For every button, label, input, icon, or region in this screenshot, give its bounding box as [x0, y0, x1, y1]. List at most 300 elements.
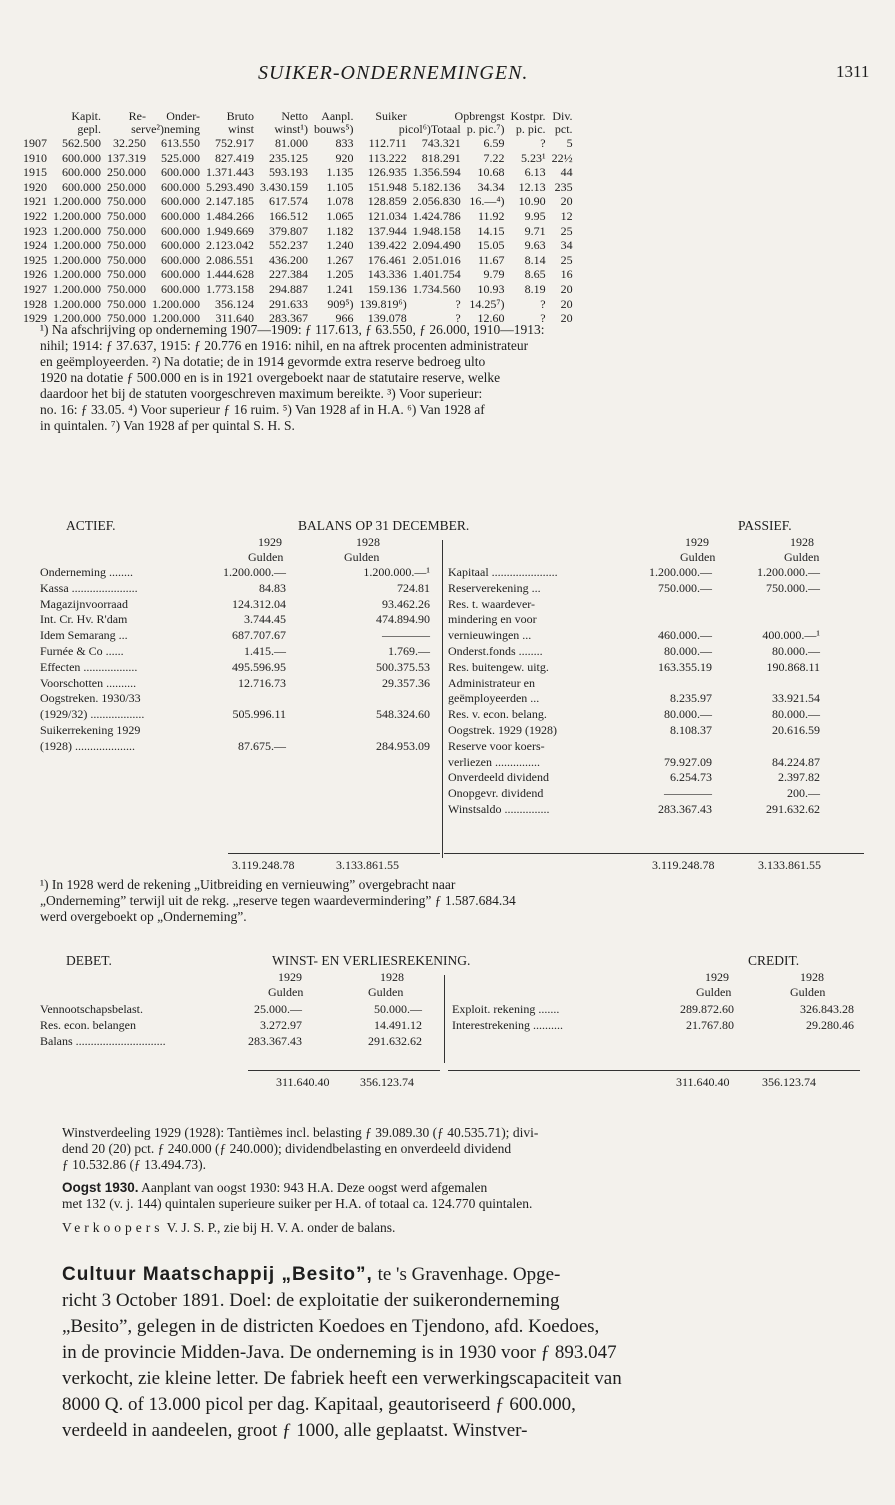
value-cell: 600.000 [161, 208, 200, 223]
ledger-label: verliezen ............... [448, 754, 540, 769]
value-cell: 283.367 [269, 311, 308, 326]
ledger-value-1928: 84.224.87 [772, 754, 820, 769]
ledger-value-1928: 291.632.62 [766, 802, 820, 816]
gulden-label: Gulden [344, 550, 380, 564]
value-cell: 159.136 [367, 281, 407, 296]
value-cell: 166.512 [269, 208, 308, 223]
ledger-value-1928: 291.632.62 [368, 1033, 422, 1048]
page-number: 1311 [836, 62, 870, 81]
pl-total-1928: 356.123.74 [762, 1075, 816, 1089]
ledger-label: Effecten .................. [40, 659, 138, 674]
col-head: winst [227, 122, 254, 136]
value-cell: 1.948.158 [412, 223, 461, 238]
value-cell: 9.71 [524, 223, 546, 238]
ledger-value-1928: 474.894.90 [376, 612, 430, 627]
ledger-value-1928: 80.000.— [772, 707, 820, 722]
value-cell: 9.63 [524, 238, 546, 253]
ledger-label: Onderneming ........ [40, 565, 133, 579]
table-row [20, 180, 576, 195]
footnote-line: no. 16: ƒ 33.05. ⁴) Voor superieur ƒ 16 ruim. ⁵) Van 1928 af in H.A. ⁶) Van 1928 af [40, 402, 485, 417]
value-cell: 600.000 [161, 281, 200, 296]
value-cell: 5 [566, 136, 573, 150]
col-head: Bruto [226, 109, 254, 123]
oogst-label: Oogst 1930. [62, 1180, 139, 1195]
actief-heading: ACTIEF. [66, 518, 116, 533]
ledger-value-1929: 505.996.11 [232, 707, 286, 722]
besito-line: in de provincie Midden-Java. De onderneming is in 1930 voor ƒ 893.047 [62, 1342, 617, 1363]
col-head: Suiker [375, 109, 407, 123]
ledger-label: Magazijnvoorraad [40, 596, 128, 611]
ledger-label: Int. Cr. Hv. R'dam [40, 612, 128, 627]
year-cell: 1910 [23, 150, 47, 165]
gulden-label: Gulden [696, 985, 732, 999]
balance-total-1929: 3.119.248.78 [652, 858, 715, 872]
value-cell: 818.291 [421, 150, 461, 165]
ledger-value-1928: 1.769.— [388, 644, 430, 658]
footnote-line: „Onderneming” terwijl uit de rekg. „reserve tegen waardevermindering” ƒ 1.587.684.34 [40, 893, 516, 908]
value-cell: 9.79 [483, 267, 505, 282]
value-cell: 750.000 [107, 252, 146, 267]
value-cell: 227.384 [269, 267, 308, 282]
pl-total-1929: 311.640.40 [676, 1075, 730, 1089]
value-cell: 2.094.490 [412, 238, 461, 253]
value-cell: 15.05 [477, 238, 505, 253]
table-row [20, 238, 576, 253]
ledger-value-1929: 3.272.97 [260, 1017, 302, 1032]
footnote-line: in quintalen. ⁷) Van 1928 af per quintal S. H. S. [40, 418, 295, 433]
ledger-value-1928: 50.000.— [374, 1002, 422, 1016]
ledger-value-1928: 33.921.54 [772, 691, 820, 706]
ledger-value-1929: 79.927.09 [664, 754, 712, 769]
value-cell: 291.633 [269, 296, 308, 311]
value-cell: ? [540, 136, 546, 150]
value-cell: 600.000 [62, 165, 101, 180]
value-cell: 1.773.158 [206, 281, 254, 296]
ledger-label: Administrateur en [448, 675, 535, 690]
ledger-label: (1928) .................... [40, 738, 135, 753]
ledger-value-1929: 687.707.67 [232, 628, 286, 643]
ledger-label: Vennootschapsbelast. [40, 1002, 143, 1016]
value-cell: 436.200 [269, 252, 308, 267]
value-cell: 235.125 [269, 150, 308, 165]
ledger-value-1928: 20.616.59 [772, 723, 820, 737]
value-cell: 909⁵) [327, 296, 354, 311]
value-cell: 11.67 [477, 252, 505, 267]
value-cell: 235 [554, 179, 573, 194]
besito-line: verkocht, zie kleine letter. De fabriek heeft een verwerkingscapaciteit van [62, 1368, 622, 1389]
value-cell: 1.734.560 [412, 281, 461, 296]
table-row [20, 267, 576, 282]
col-head: Kapit. [71, 109, 101, 123]
value-cell: 121.034 [367, 208, 407, 223]
value-cell: 552.237 [269, 238, 308, 253]
value-cell: 1.200.000 [53, 238, 101, 253]
verkoopers-text: V. J. S. P., zie bij H. V. A. onder de balans. [166, 1220, 396, 1235]
value-cell: 44 [560, 165, 573, 180]
total-rule [448, 1070, 860, 1071]
value-cell: 600.000 [161, 179, 200, 194]
ledger-label: Res. buitengew. uitg. [448, 659, 549, 674]
table-row [20, 194, 576, 209]
value-cell: 9.95 [524, 208, 546, 223]
value-cell: 1.484.266 [206, 208, 254, 223]
value-cell: 311.640 [215, 311, 254, 326]
value-cell: 1.949.669 [206, 223, 254, 238]
ledger-label: (1929/32) .................. [40, 707, 145, 722]
running-title: SUIKER-ONDERNEMINGEN. [258, 62, 529, 84]
footnote-line: 1920 na dotatie ƒ 500.000 en is in 1921 overgeboekt naar de statutaire reserve, welke [40, 370, 501, 385]
value-cell: 20 [560, 311, 573, 326]
value-cell: ? [540, 311, 546, 326]
year-cell: 1924 [23, 238, 47, 253]
year-1929: 1929 [685, 535, 709, 549]
ledger-value-1929: 460.000.— [658, 628, 712, 643]
value-cell: 5.182.136 [412, 179, 461, 194]
value-cell: 1.200.000 [152, 311, 200, 326]
table-row [20, 209, 576, 224]
value-cell: 750.000 [107, 267, 146, 282]
ledger-value-1928: 1.200.000.— [757, 565, 820, 579]
value-cell: 1.240 [326, 238, 354, 253]
value-cell: 126.935 [367, 165, 407, 180]
ledger-value-1929: 1.200.000.— [223, 565, 286, 579]
value-cell: 966 [335, 311, 354, 326]
value-cell: 600.000 [62, 150, 101, 165]
table-row [20, 136, 576, 151]
value-cell: 1.200.000 [53, 296, 101, 311]
value-cell: 176.461 [367, 252, 407, 267]
value-cell: 562.500 [62, 136, 101, 150]
ledger-label: Onverdeeld dividend [448, 770, 549, 785]
gulden-label: Gulden [784, 550, 820, 564]
value-cell: 113.222 [368, 150, 407, 165]
ledger-value-1929: 289.872.60 [680, 1002, 734, 1016]
ledger-value-1929: 21.767.80 [686, 1017, 734, 1032]
value-cell: 20 [560, 296, 573, 311]
value-cell: 139.819⁶) [359, 296, 407, 311]
value-cell: 1.241 [326, 281, 354, 296]
ledger-label: Res. econ. belangen [40, 1017, 136, 1032]
value-cell: 6.59 [483, 136, 505, 150]
ledger-value-1929: 25.000.— [254, 1002, 302, 1016]
value-cell: 1.135 [326, 165, 354, 180]
value-cell: ? [540, 296, 546, 311]
ledger-label: Reserverekening ... [448, 580, 541, 595]
verkoopers-label: Verkoopers [62, 1220, 164, 1235]
value-cell: 752.917 [215, 136, 254, 150]
value-cell: 600.000 [62, 179, 101, 194]
year-1928: 1928 [356, 535, 380, 549]
gulden-label: Gulden [268, 985, 304, 999]
value-cell: 250.000 [107, 179, 146, 194]
value-cell: 137.944 [367, 223, 407, 238]
col-head: gepl. [77, 122, 101, 136]
value-cell: 600.000 [161, 194, 200, 209]
yearly-statistics-table [20, 110, 576, 326]
footnote-line: ¹) Na afschrijving op onderneming 1907—1909: ƒ 117.613, ƒ 63.550, ƒ 26.000, 1910—1913: [40, 322, 545, 337]
value-cell: 139.078 [367, 311, 407, 326]
value-cell: 600.000 [161, 267, 200, 282]
besito-line: „Besito”, gelegen in de districten Koedoes en Tjendono, afd. Koedoes, [62, 1316, 600, 1337]
pl-total-1929: 311.640.40 [276, 1075, 330, 1089]
ledger-value-1928: 548.324.60 [376, 707, 430, 722]
footnote-line: daardoor het bij de statuten voorgeschreven maximum bereikte. ³) Voor superieur: [40, 386, 483, 401]
col-head: Aanpl. [321, 109, 354, 123]
value-cell: 294.887 [269, 281, 308, 296]
value-cell: 593.193 [269, 165, 308, 180]
value-cell: 750.000 [107, 238, 146, 253]
value-cell: 25 [560, 223, 573, 238]
col-head: p. pic.⁷) [466, 122, 505, 136]
year-cell: 1926 [23, 267, 47, 282]
gulden-label: Gulden [248, 550, 284, 564]
value-cell: 750.000 [107, 281, 146, 296]
ledger-label: mindering en voor [448, 612, 537, 627]
table-row [20, 297, 576, 312]
value-cell: 2.086.551 [206, 252, 254, 267]
company-name: Cultuur Maatschappij „Besito”, [62, 1264, 373, 1285]
besito-line: te 's Gravenhage. Opge- [377, 1264, 561, 1285]
value-cell: 5.293.490 [206, 179, 254, 194]
value-cell: 920 [335, 150, 354, 165]
col-head: Kostpr. [510, 109, 546, 123]
ledger-label: Idem Semarang ... [40, 628, 128, 643]
balance-total-1928: 3.133.861.55 [758, 858, 821, 872]
ledger-value-1928: 14.491.12 [374, 1017, 422, 1032]
value-cell: 34.34 [477, 179, 505, 194]
ledger-value-1928: 500.375.53 [376, 659, 430, 674]
ledger-value-1928: 2.397.82 [778, 770, 820, 785]
year-cell: 1920 [23, 179, 47, 194]
year-1929: 1929 [258, 535, 282, 549]
value-cell: 10.93 [477, 281, 505, 296]
value-cell: 2.056.830 [412, 194, 461, 209]
value-cell: 750.000 [107, 194, 146, 209]
value-cell: 613.550 [161, 136, 200, 150]
ledger-label: Reserve voor koers- [448, 738, 545, 753]
ledger-value-1929: 283.367.43 [658, 802, 712, 816]
gulden-label: Gulden [680, 550, 716, 564]
year-1928: 1928 [790, 535, 814, 549]
table-row [20, 253, 576, 268]
column-divider [444, 975, 445, 1063]
value-cell: 600.000 [161, 252, 200, 267]
col-head: picol⁶)Totaal [398, 122, 461, 136]
value-cell: 750.000 [107, 223, 146, 238]
column-divider [442, 540, 443, 858]
ledger-value-1928: 200.— [787, 786, 820, 801]
value-cell: 20 [560, 194, 573, 209]
ledger-value-1928: 400.000.—¹ [762, 628, 820, 643]
value-cell: 1.200.000 [53, 223, 101, 238]
col-head: p. pic. [515, 122, 546, 136]
value-cell: 1.267 [326, 252, 354, 267]
oogst-line1: Aanplant van oogst 1930: 943 H.A. Deze oogst werd afgemalen [141, 1180, 488, 1195]
ledger-label: Onopgevr. dividend [448, 786, 544, 801]
footnote-balance [40, 877, 870, 925]
ledger-value-1929: 84.83 [259, 580, 286, 595]
value-cell: 128.859 [367, 194, 407, 209]
ledger-label: Winstsaldo ............... [448, 802, 550, 816]
value-cell: 1.200.000 [53, 208, 101, 223]
value-cell: 1.200.000 [152, 296, 200, 311]
value-cell: 16.—⁴) [469, 194, 505, 209]
value-cell: 1.182 [326, 223, 354, 238]
value-cell: 750.000 [107, 311, 146, 326]
year-cell: 1927 [23, 281, 47, 296]
gulden-label: Gulden [790, 985, 826, 999]
besito-paragraph [62, 1262, 872, 1444]
value-cell: 600.000 [161, 238, 200, 253]
value-cell: 81.000 [275, 136, 308, 150]
text-line: dend 20 (20) pct. ƒ 240.000 (ƒ 240.000); dividendbelasting en onverdeeld dividend [62, 1141, 512, 1156]
ledger-value-1929: 283.367.43 [248, 1033, 302, 1048]
value-cell: 617.574 [269, 194, 308, 209]
value-cell: 20 [560, 281, 573, 296]
year-cell: 1925 [23, 252, 47, 267]
credit-heading: CREDIT. [748, 953, 800, 968]
table-row [20, 282, 576, 297]
value-cell: 10.90 [518, 194, 546, 209]
ledger-value-1929: 80.000.— [664, 644, 712, 658]
value-cell: ? [455, 296, 461, 311]
year-cell: 1922 [23, 208, 47, 223]
table-row [20, 151, 576, 166]
value-cell: 1.200.000 [53, 252, 101, 267]
ledger-value-1929: 8.235.97 [670, 691, 712, 706]
year-cell: 1923 [23, 223, 47, 238]
ledger-value-1928: 326.843.28 [800, 1002, 854, 1016]
value-cell: 10.68 [477, 165, 505, 180]
value-cell: 1.200.000 [53, 311, 101, 326]
value-cell: 1.200.000 [53, 267, 101, 282]
footnote-line: ¹) In 1928 werd de rekening „Uitbreiding en vernieuwing” overgebracht naar [40, 877, 456, 892]
year-cell: 1907 [23, 136, 47, 150]
value-cell: 600.000 [161, 223, 200, 238]
ledger-label: Res. t. waardever- [448, 596, 536, 611]
value-cell: 2.051.016 [412, 252, 461, 267]
value-cell: 3.430.159 [260, 179, 308, 194]
ledger-value-1929: 12.716.73 [238, 675, 286, 690]
value-cell: 1.205 [326, 267, 354, 282]
ledger-label: Balans .............................. [40, 1033, 166, 1048]
year-cell: 1915 [23, 165, 47, 180]
value-cell: ? [455, 311, 461, 326]
value-cell: 827.419 [215, 150, 254, 165]
value-cell: 1.065 [326, 208, 354, 223]
col-head: Netto [281, 109, 308, 123]
ledger-value-1928: 284.953.09 [376, 738, 430, 753]
col-head: Div. [552, 109, 573, 123]
pl-title: WINST- EN VERLIESREKENING. [272, 953, 471, 968]
value-cell: 143.336 [367, 267, 407, 282]
value-cell: 6.13 [524, 165, 546, 180]
pl-total-1928: 356.123.74 [360, 1075, 414, 1089]
value-cell: 8.19 [524, 281, 546, 296]
oogst-line2: met 132 (v. j. 144) quintalen superieure suiker per H.A. of totaal ca. 124.770 quintalen. [62, 1196, 533, 1211]
value-cell: 1.356.594 [412, 165, 461, 180]
ledger-value-1929: 6.254.73 [670, 770, 712, 785]
ledger-label: Furnée & Co ...... [40, 644, 124, 658]
ledger-label: Res. v. econ. belang. [448, 707, 547, 722]
besito-first-line [62, 1262, 872, 1288]
debet-heading: DEBET. [66, 953, 112, 968]
balance-title: BALANS OP 31 DECEMBER. [298, 518, 470, 533]
total-rule [248, 1070, 440, 1071]
value-cell: 5.23¹ [520, 150, 546, 165]
ledger-value-1928: ———— [382, 628, 430, 643]
value-cell: 151.948 [367, 179, 407, 194]
col-head: pct. [554, 122, 573, 136]
table-row [20, 165, 576, 180]
value-cell: 8.65 [524, 267, 546, 282]
col-head: serve²)neming [131, 122, 200, 136]
text-line: ƒ 10.532.86 (ƒ 13.494.73). [62, 1157, 206, 1172]
footnote-line: en geëmployeerden. ²) Na dotatie; de in 1914 gevormde extra reserve bedroeg ulto [40, 354, 486, 369]
value-cell: 1.078 [326, 194, 354, 209]
verkoopers-line [62, 1220, 395, 1236]
value-cell: 16 [560, 267, 573, 282]
ledger-label: Exploit. rekening ....... [452, 1002, 560, 1016]
value-cell: 8.14 [524, 252, 546, 267]
value-cell: 1.424.786 [412, 208, 461, 223]
value-cell: 12 [560, 208, 573, 223]
ledger-label: Oogstreken. 1930/33 [40, 691, 141, 706]
year-cell: 1921 [23, 194, 47, 209]
year-1928: 1928 [380, 970, 404, 984]
table-header-row [20, 123, 576, 136]
value-cell: 600.000 [161, 165, 200, 180]
gulden-label: Gulden [368, 985, 404, 999]
value-cell: 1.200.000 [53, 281, 101, 296]
ledger-value-1928: 29.280.46 [806, 1017, 854, 1032]
value-cell: 112.711 [368, 136, 407, 150]
ledger-value-1928: 29.357.36 [382, 675, 430, 690]
year-1928: 1928 [800, 970, 824, 984]
value-cell: 750.000 [107, 208, 146, 223]
value-cell: 379.807 [269, 223, 308, 238]
ledger-label: Oogstrek. 1929 (1928) [448, 723, 557, 737]
col-head: bouws⁵) [314, 122, 354, 136]
value-cell: 356.124 [215, 296, 254, 311]
value-cell: 12.60 [477, 311, 505, 326]
value-cell: 137.319 [107, 150, 146, 165]
ledger-value-1929: 124.312.04 [232, 596, 286, 611]
ledger-label: Kassa ...................... [40, 580, 138, 595]
ledger-label: Onderst.fonds ........ [448, 644, 543, 658]
year-1929: 1929 [278, 970, 302, 984]
ledger-label: Interestrekening .......... [452, 1017, 563, 1032]
value-cell: 32.250 [113, 136, 146, 150]
ledger-label: Suikerrekening 1929 [40, 723, 141, 737]
oogst-paragraph [62, 1180, 872, 1212]
value-cell: 2.123.042 [206, 238, 254, 253]
ledger-value-1928: 750.000.— [766, 580, 820, 595]
ledger-value-1929: 163.355.19 [658, 659, 712, 674]
ledger-value-1929: 3.744.45 [244, 612, 286, 627]
value-cell: 12.13 [518, 179, 546, 194]
ledger-value-1928: 190.868.11 [766, 659, 820, 674]
year-1929: 1929 [705, 970, 729, 984]
ledger-label: vernieuwingen ... [448, 628, 532, 643]
value-cell: 14.15 [477, 223, 505, 238]
ledger-value-1929: 80.000.— [664, 707, 712, 722]
col-head: winst¹) [274, 122, 308, 136]
value-cell: 11.92 [477, 208, 505, 223]
ledger-value-1929: 87.675.— [238, 738, 286, 753]
ledger-value-1928: 93.462.26 [382, 596, 430, 611]
ledger-value-1929: 8.108.37 [670, 723, 712, 737]
